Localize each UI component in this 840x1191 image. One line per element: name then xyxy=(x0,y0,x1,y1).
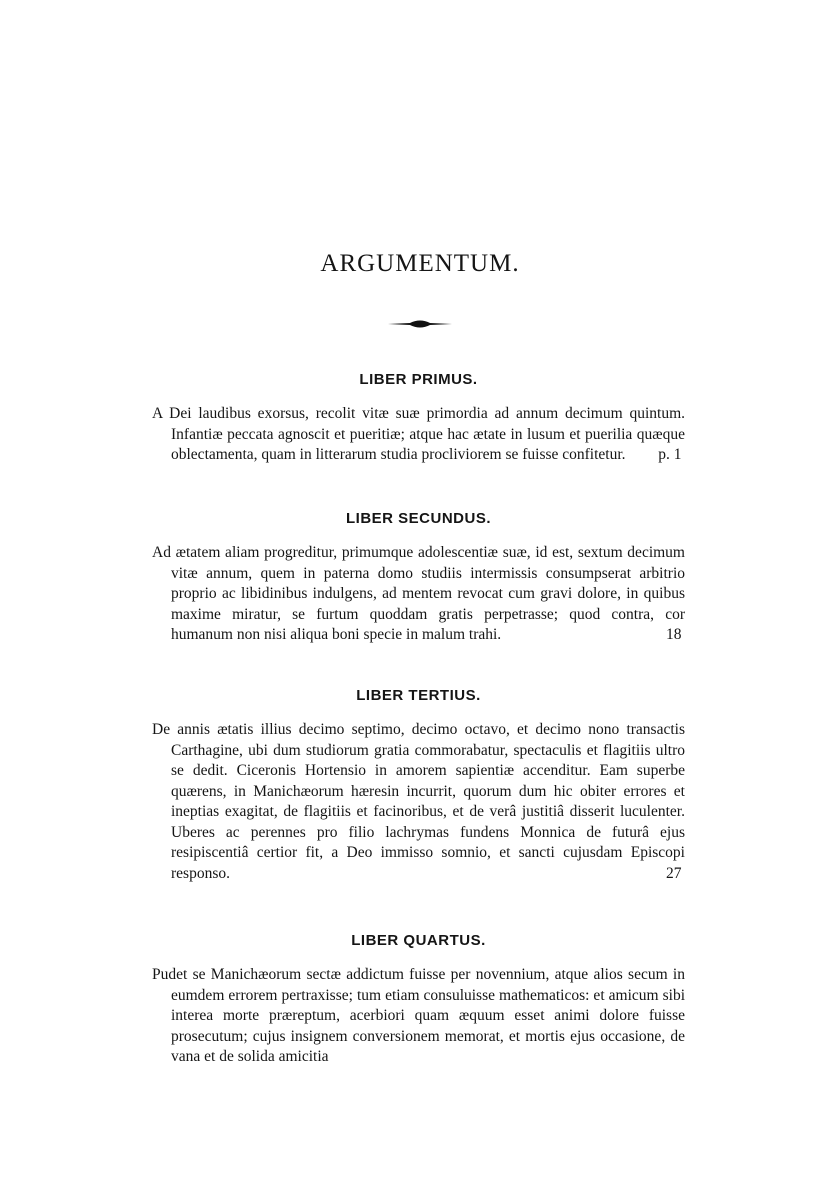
book-summary-text: A Dei laudibus exorsus, recolit vitæ suæ primordia ad annum decimum quintum. Infantiæ peccata agnoscit et pueritiæ; atque hac ætate in lusum et puerilia quæque oblectamenta, quam in litterarum studia procliviorem se fuisse confitetur. xyxy=(152,405,685,463)
book-summary-text: Ad ætatem aliam progreditur, primumque adolescentiæ suæ, id est, sextum decimum vitæ annum, quem in paterna domo studiis intermissis consumpserat arbitrio proprio ac libidinibus indulgens, ad mentem revocat cum gravi dolore, in quibus maxime miratur, se furtum quoddam gratis perpetrasse; quod contra, cor humanum non nisi aliqua boni specie in malum trahi. xyxy=(152,544,685,643)
book-summary xyxy=(152,965,685,1068)
ornament-divider xyxy=(388,318,452,330)
book-heading: LIBER PRIMUS. xyxy=(359,371,478,388)
book-summary-text: De annis ætatis illius decimo septimo, decimo octavo, et decimo nono transactis Carthagine, ubi dum studiorum gratia commorabatur, spectaculis et flagitiis ultro se dedit. Ciceronis Hortensio in amorem sapientiæ accenditur. Eam superbe quærens, in Manichæorum hæresin incurrit, quorum dum hic obiter errores et ineptias exagitat, de flagitiis et facinoribus, et de verâ justitiâ disserit luculenter. Uberes ac perennes pro filio lachrymas fundens Monnica de futurâ ejus resipiscentiâ certior fit, a Deo immisso somnio, et sancti cujusdam Episcopi responso. xyxy=(152,721,685,882)
page-reference: p. 1 xyxy=(658,446,682,463)
book-heading: LIBER QUARTUS. xyxy=(351,932,486,949)
book-summary: De annis ætatis illius decimo septimo, decimo octavo, et decimo nono transactis Carthagine, ubi dum studiorum gratia commorabatur, spectaculis et flagitiis ultro se dedit. Ciceronis Hortensio in amorem sapientiæ accenditur. Eam superbe quærens, in Manichæorum hæresin incurrit, quorum dum hic obiter errores et ineptias exagitat, de flagitiis et facinoribus, et de verâ justitiâ disserit luculenter. Uberes ac perennes pro filio lachrymas fundens Monnica de futurâ ejus resipiscentiâ certior fit, a Deo immisso somnio, et sancti cujusdam Episcopi responso. 27 xyxy=(152,721,685,882)
book-summary: Ad ætatem aliam progreditur, primumque adolescentiæ suæ, id est, sextum decimum vitæ annum, quem in paterna domo studiis intermissis consumpserat arbitrio proprio ac libidinibus indulgens, ad mentem revocat cum gravi dolore, in quibus maxime miratur, se furtum quoddam gratis perpetrasse; quod contra, cor humanum non nisi aliqua boni specie in malum trahi. 18 xyxy=(152,544,685,643)
book-summary-text: Pudet se Manichæorum sectæ addictum fuisse per novennium, atque alios secum in eumdem errorem pertraxisse; tum etiam consuluisse mathematicos: et amicum sibi interea morte præreptum, acerbiori quam æquum esset animi dolore fuisse prosecutum; cujus insignem conversionem memorat, et mortis ejus occasione, de vana et de solida amicitia xyxy=(152,966,685,1065)
book-heading: LIBER TERTIUS. xyxy=(356,687,481,704)
book-2 xyxy=(152,510,685,646)
book-summary xyxy=(152,404,685,466)
book-1 xyxy=(152,371,685,466)
page-title: ARGUMENTUM. xyxy=(320,250,520,277)
book-4 xyxy=(152,932,685,1068)
book-heading: LIBER SECUNDUS. xyxy=(345,510,491,527)
book-3 xyxy=(152,687,685,884)
